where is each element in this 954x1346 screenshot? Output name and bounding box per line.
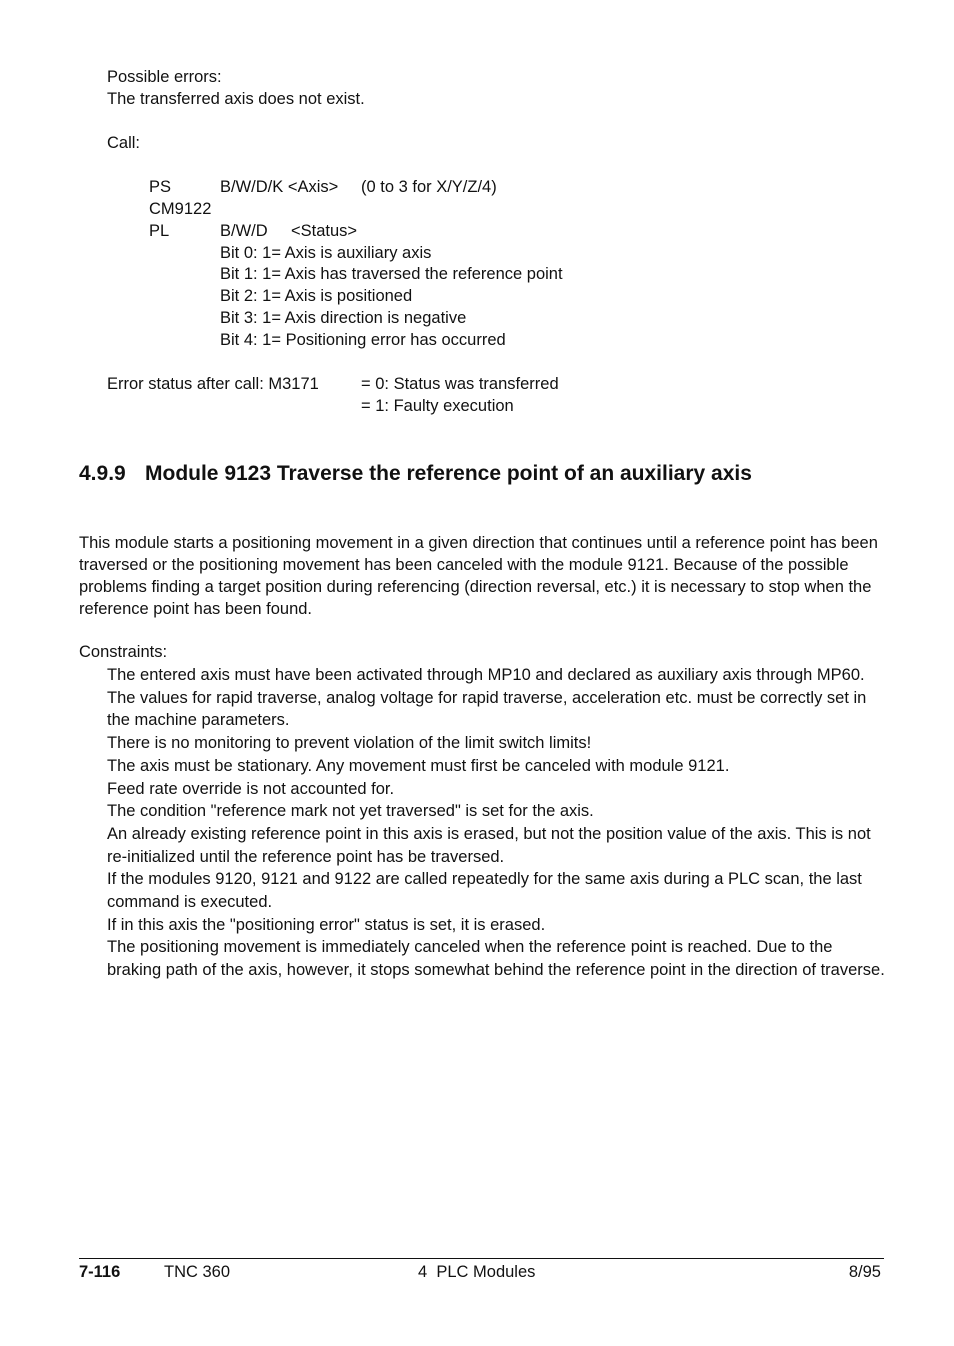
call-label: Call: [107,134,141,152]
constraints-label: Constraints: [79,643,168,661]
error-status-1: = 1: Faulty execution [361,397,514,415]
errors-text: The transferred axis does not exist. [107,90,365,108]
list-item: The entered axis must have been activated through MP10 and declared as auxiliary axis through MP60. [107,666,865,684]
footer-product: TNC 360 [164,1263,231,1281]
status-bit: Bit 4: 1= Positioning error has occurred [220,331,506,349]
section-number: 4.9.9 [79,462,126,485]
ps-note: (0 to 3 for X/Y/Z/4) [361,178,497,196]
status-bit: Bit 2: 1= Axis is positioned [220,287,413,305]
constraints-list [107,664,887,982]
list-item: An already existing reference point in this axis is erased, but not the position value of the axis. This is not re-initialized until the reference point has be traversed. [107,824,871,866]
list-item: There is no monitoring to prevent violation of the limit switch limits! [107,734,592,753]
pl-command: PL [149,222,170,240]
pl-argument: B/W/D [220,222,268,240]
list-item: The values for rapid traverse, analog voltage for rapid traverse, acceleration etc. must be correctly set in the machine parameters. [107,688,867,730]
ps-command: PS [149,178,172,196]
intro-paragraph: This module starts a positioning movement in a given direction that continues until a reference point has been traversed or the positioning movement has been canceled with the module 9121. Because of the possible problems finding a target position during referencing (direction reversal, etc.) it is necessary to stop when the reference point has been found. [79,534,878,618]
error-status-label: Error status after call: M3171 [107,375,319,393]
list-item: The axis must be stationary. Any movement must first be canceled with module 9121. [107,756,730,775]
list-item: If in this axis the "positioning error" status is set, it is erased. [107,915,546,934]
status-bit: Bit 3: 1= Axis direction is negative [220,309,467,327]
list-item: If the modules 9120, 9121 and 9122 are called repeatedly for the same axis during a PLC scan, the last command is executed. [107,870,862,912]
page-number: 7-116 [79,1263,121,1281]
list-item: The condition "reference mark not yet traversed" is set for the axis. [107,802,594,821]
section-title: Module 9123 Traverse the reference point of an auxiliary axis [145,462,752,485]
errors-label: Possible errors: [107,68,222,86]
list-item: Feed rate override is not accounted for. [107,779,395,798]
list-item: The positioning movement is immediately canceled when the reference point is reached. Due to the braking path of the axis, however, it stops somewhat behind the reference point in the direction of traverse. [107,938,885,980]
footer-divider [79,1258,884,1259]
error-status-0: = 0: Status was transferred [361,375,559,393]
pl-note: <Status> [291,222,358,240]
status-bit: Bit 0: 1= Axis is auxiliary axis [220,244,432,262]
footer-chapter: 4 PLC Modules [418,1263,536,1281]
footer-date: 8/95 [848,1263,881,1281]
status-bit: Bit 1: 1= Axis has traversed the reference point [220,265,563,283]
module-call: CM9122 [149,200,212,218]
ps-argument: B/W/D/K <Axis> [220,178,339,196]
